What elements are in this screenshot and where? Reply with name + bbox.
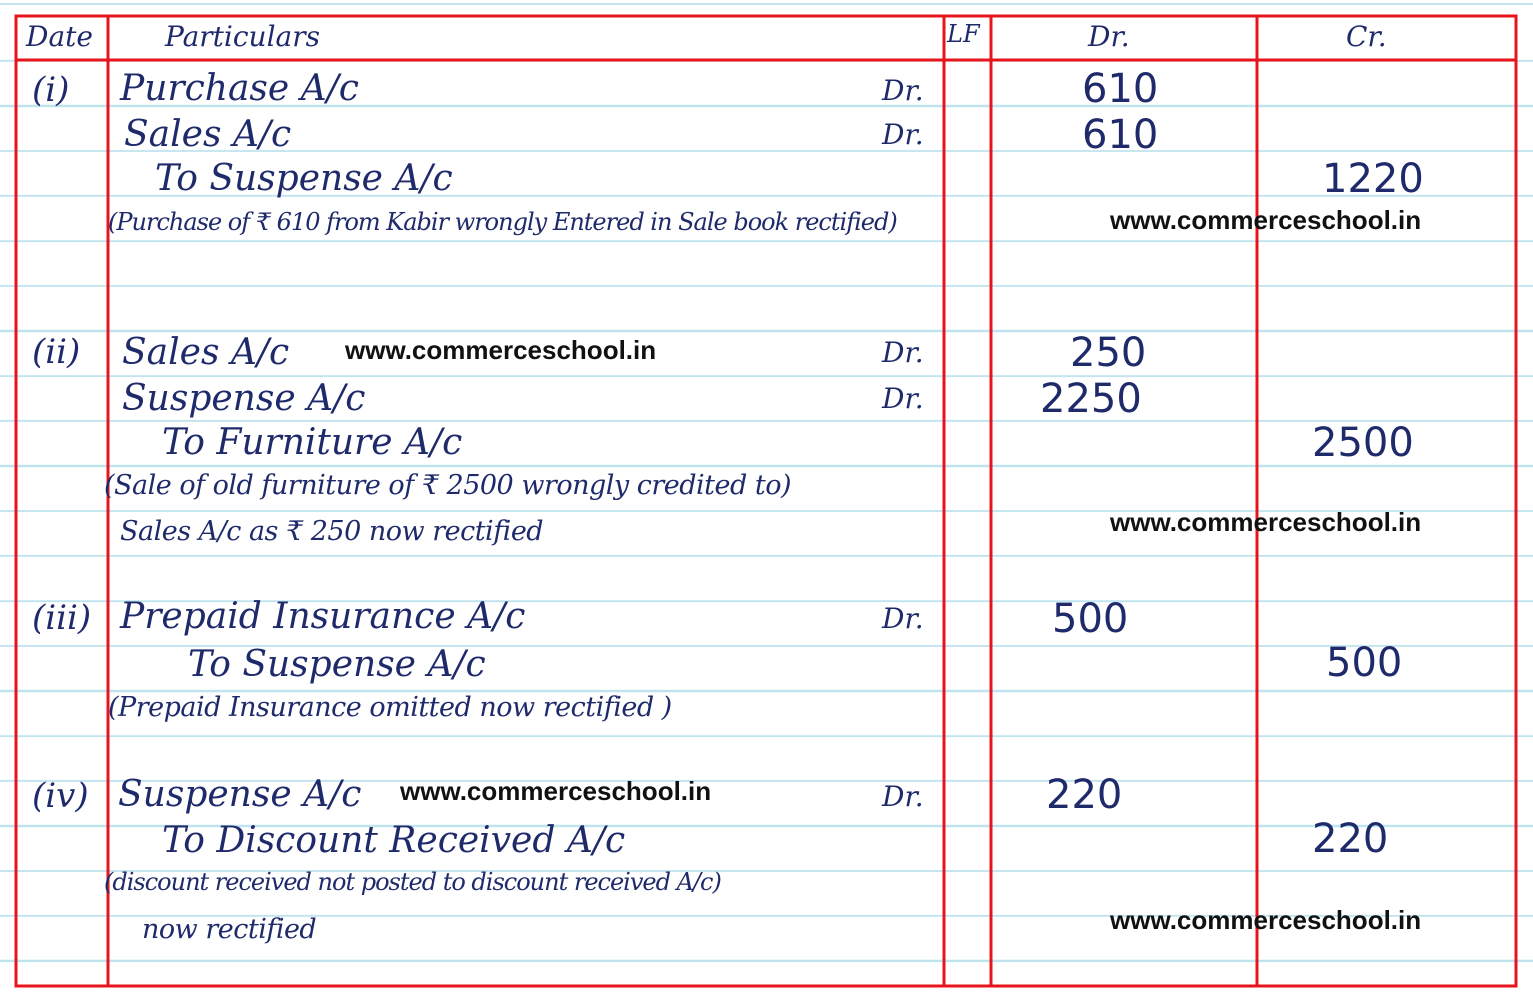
entry-4-line-1-debit: 220 <box>1046 772 1123 818</box>
entry-1-line-2-dr: Dr. <box>882 118 924 151</box>
entry-1-index: (i) <box>32 70 70 110</box>
entry-2-narration-line-1: (Sale of old furniture of ₹ 2500 wrongly credited to) <box>104 470 791 501</box>
entry-3-line-2-credit: 500 <box>1326 640 1403 686</box>
entry-3-line-1-account: Prepaid Insurance A/c <box>120 596 526 637</box>
entry-1-line-1-account: Purchase A/c <box>120 68 359 109</box>
entry-4-line-1-dr: Dr. <box>882 780 924 813</box>
watermark: www.commerceschool.in <box>400 776 712 806</box>
header-lf: LF <box>947 20 980 48</box>
entry-3-narration: (Prepaid Insurance omitted now rectified ) <box>108 692 672 723</box>
entry-2-line-1-debit: 250 <box>1070 330 1147 376</box>
entry-2-line-1-dr: Dr. <box>882 336 924 369</box>
entry-4-index: (iv) <box>32 776 89 816</box>
entry-2-line-3-credit: 2500 <box>1312 420 1414 466</box>
entry-4-line-1-account: Suspense A/c <box>118 774 362 815</box>
header-date: Date <box>26 20 93 53</box>
entry-2-index: (ii) <box>32 332 81 372</box>
watermark: www.commerceschool.in <box>1110 507 1422 537</box>
header-credit: Cr. <box>1346 20 1387 53</box>
entry-3-index: (iii) <box>32 598 92 638</box>
entry-1-line-2-debit: 610 <box>1082 112 1159 158</box>
header-debit: Dr. <box>1088 20 1130 53</box>
entry-1-line-2-account: Sales A/c <box>124 114 292 155</box>
entry-4-line-2-account: To Discount Received A/c <box>162 820 626 861</box>
entry-2-line-2-dr: Dr. <box>882 382 924 415</box>
entry-4-narration-line-1: (discount received not posted to discount received A/c) <box>104 868 721 896</box>
entry-1-line-1-dr: Dr. <box>882 74 924 107</box>
entry-2-line-3-account: To Furniture A/c <box>162 422 463 463</box>
entry-2-narration-line-2: Sales A/c as ₹ 250 now rectified <box>120 516 544 547</box>
entry-1-line-1-debit: 610 <box>1082 66 1159 112</box>
entry-3-line-1-debit: 500 <box>1052 596 1129 642</box>
watermark: www.commerceschool.in <box>345 335 657 365</box>
entry-3-line-2-account: To Suspense A/c <box>188 644 486 685</box>
entry-2-line-2-account: Suspense A/c <box>122 378 366 419</box>
entry-1-line-3-credit: 1220 <box>1322 156 1424 202</box>
watermark: www.commerceschool.in <box>1110 205 1422 235</box>
header-particulars: Particulars <box>165 20 320 53</box>
entry-2-line-2-debit: 2250 <box>1040 376 1142 422</box>
entry-4-line-2-credit: 220 <box>1312 816 1389 862</box>
entry-3-line-1-dr: Dr. <box>882 602 924 635</box>
watermark: www.commerceschool.in <box>1110 905 1422 935</box>
entry-4-narration-line-2: now rectified <box>142 914 317 945</box>
entry-1-line-3-account: To Suspense A/c <box>155 158 453 199</box>
entry-2-line-1-account: Sales A/c <box>122 332 290 373</box>
entry-1-narration: (Purchase of ₹ 610 from Kabir wrongly Entered in Sale book rectified) <box>108 208 897 236</box>
